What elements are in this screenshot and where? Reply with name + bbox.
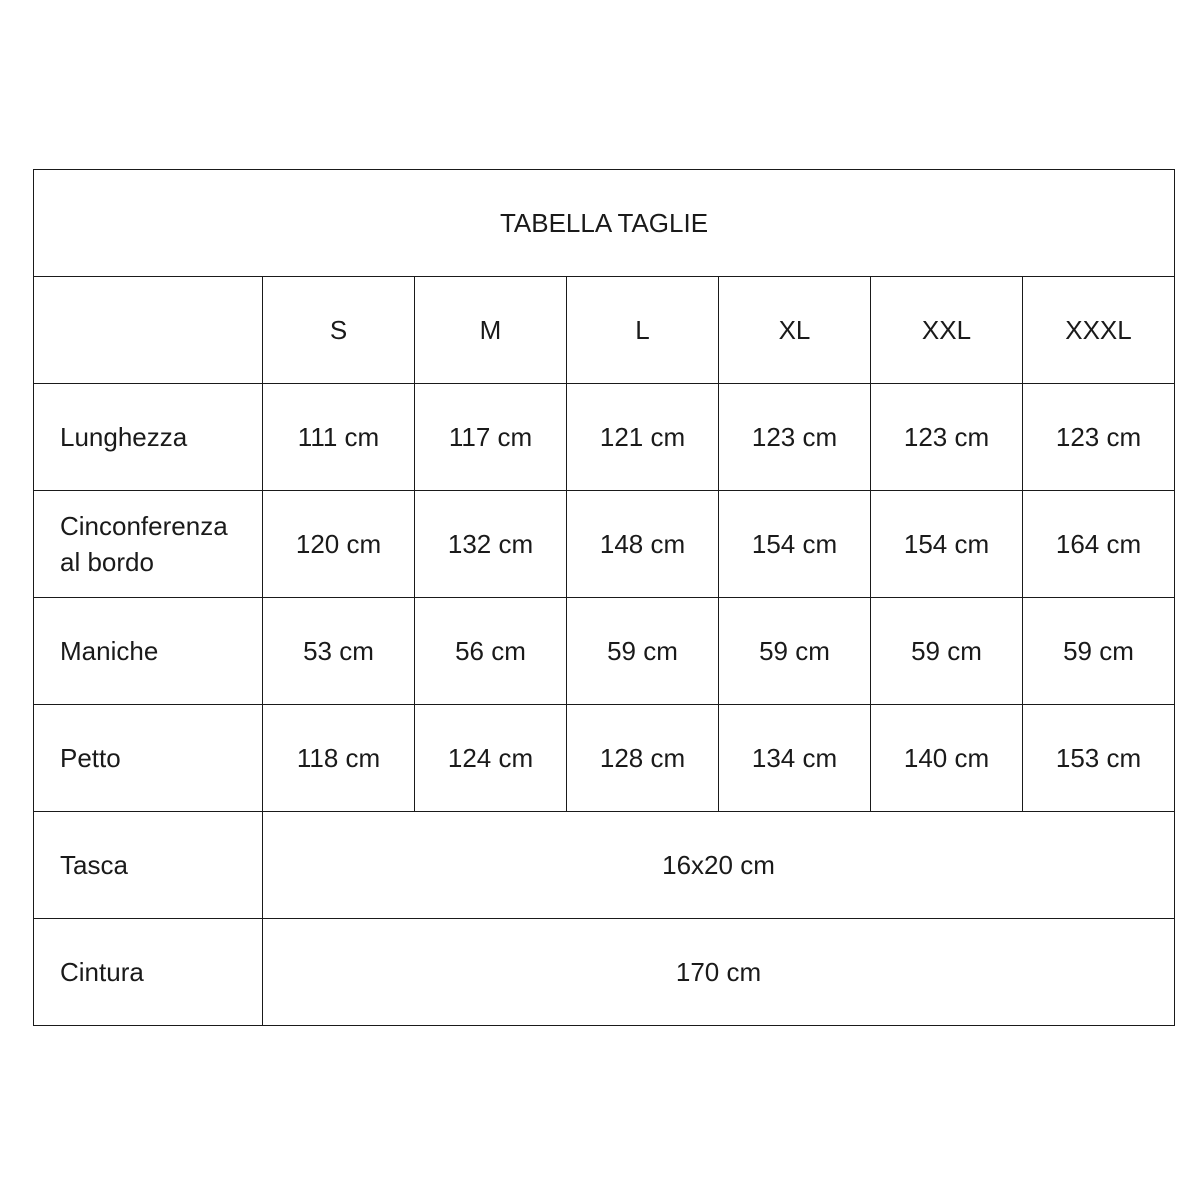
table-cell: 59 cm <box>871 598 1023 705</box>
table-row-maniche <box>34 598 1175 705</box>
corner-cell <box>34 277 263 384</box>
table-cell: 164 cm <box>1023 491 1175 598</box>
table-cell: 132 cm <box>415 491 567 598</box>
table-cell: 53 cm <box>263 598 415 705</box>
table-cell: 56 cm <box>415 598 567 705</box>
row-label: Maniche <box>34 598 263 705</box>
table-cell: 120 cm <box>263 491 415 598</box>
size-header-xxl: XXL <box>871 277 1023 384</box>
size-header-l: L <box>567 277 719 384</box>
table-cell: 128 cm <box>567 705 719 812</box>
table-cell: 59 cm <box>567 598 719 705</box>
size-header-row <box>34 277 1175 384</box>
table-cell: 123 cm <box>719 384 871 491</box>
size-header-m: M <box>415 277 567 384</box>
table-row-lunghezza <box>34 384 1175 491</box>
table-cell: 118 cm <box>263 705 415 812</box>
spanned-cell: 16x20 cm <box>263 812 1175 919</box>
row-label: Tasca <box>34 812 263 919</box>
table-cell: 59 cm <box>1023 598 1175 705</box>
table-row-cintura <box>34 919 1175 1026</box>
table-cell: 140 cm <box>871 705 1023 812</box>
table-cell: 123 cm <box>871 384 1023 491</box>
table-cell: 117 cm <box>415 384 567 491</box>
row-label <box>34 491 263 598</box>
table-title: TABELLA TAGLIE <box>34 170 1175 277</box>
table-cell: 153 cm <box>1023 705 1175 812</box>
size-header-s: S <box>263 277 415 384</box>
row-label: Cintura <box>34 919 263 1026</box>
title-row <box>34 170 1175 277</box>
table-cell: 59 cm <box>719 598 871 705</box>
table-row-tasca <box>34 812 1175 919</box>
table-cell: 121 cm <box>567 384 719 491</box>
size-header-xxxl: XXXL <box>1023 277 1175 384</box>
row-label: Petto <box>34 705 263 812</box>
table-cell: 123 cm <box>1023 384 1175 491</box>
row-label: Lunghezza <box>34 384 263 491</box>
size-header-xl: XL <box>719 277 871 384</box>
size-chart-table <box>33 169 1175 1026</box>
row-label-line1: Cinconferenza <box>60 511 228 541</box>
row-label-line2: al bordo <box>60 547 154 577</box>
table-row-cinconferenza <box>34 491 1175 598</box>
table-cell: 148 cm <box>567 491 719 598</box>
table-cell: 111 cm <box>263 384 415 491</box>
table-cell: 134 cm <box>719 705 871 812</box>
table-row-petto <box>34 705 1175 812</box>
table-cell: 154 cm <box>719 491 871 598</box>
table-cell: 124 cm <box>415 705 567 812</box>
spanned-cell: 170 cm <box>263 919 1175 1026</box>
table-cell: 154 cm <box>871 491 1023 598</box>
